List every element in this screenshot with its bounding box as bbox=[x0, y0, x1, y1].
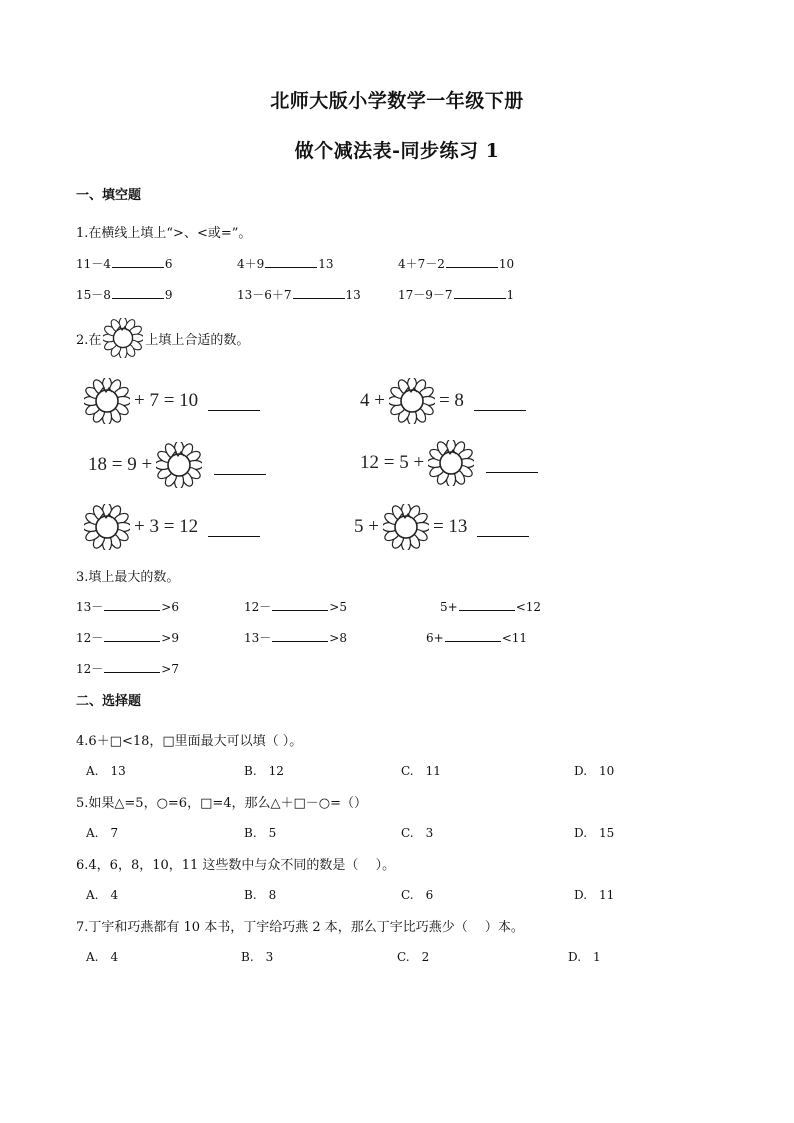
item-left: 12－ bbox=[244, 600, 272, 614]
answer-blank[interactable] bbox=[459, 598, 515, 611]
equation-text: + 7 = 10 bbox=[134, 390, 199, 411]
choice-a[interactable]: A. 13 bbox=[86, 764, 126, 778]
q1-item bbox=[76, 255, 173, 272]
item-right: 10 bbox=[498, 257, 515, 271]
answer-blank[interactable] bbox=[208, 518, 260, 537]
item-right: <12 bbox=[515, 600, 542, 614]
q1-item bbox=[398, 286, 514, 303]
q2-equation bbox=[84, 504, 260, 550]
answer-blank[interactable] bbox=[293, 286, 345, 299]
answer-blank[interactable] bbox=[104, 660, 160, 673]
item-left: 5+ bbox=[440, 600, 458, 614]
item-left: 11－4 bbox=[76, 257, 111, 271]
q3-item bbox=[440, 598, 541, 614]
answer-blank[interactable] bbox=[486, 454, 538, 473]
answer-blank[interactable] bbox=[454, 286, 506, 299]
choice-a[interactable]: A. 7 bbox=[86, 826, 119, 840]
choice-c[interactable]: C. 6 bbox=[401, 888, 434, 902]
q3-item bbox=[76, 629, 179, 646]
item-right: 13 bbox=[345, 288, 361, 302]
choice-c[interactable]: C. 2 bbox=[397, 950, 430, 964]
q2-equation bbox=[84, 442, 266, 488]
sunflower-icon[interactable] bbox=[156, 442, 202, 488]
equation-text: 5 + bbox=[354, 516, 379, 537]
answer-blank[interactable] bbox=[112, 255, 164, 268]
equation-text: 12 = 5 + bbox=[360, 452, 425, 473]
answer-blank[interactable] bbox=[208, 392, 260, 411]
q1-item bbox=[76, 286, 173, 303]
answer-blank[interactable] bbox=[446, 255, 498, 268]
question-6-prompt: 6.4，6，8，10，11 这些数中与众不同的数是（ ）。 bbox=[76, 858, 396, 873]
sunflower-icon[interactable] bbox=[383, 504, 429, 550]
q3-item bbox=[426, 629, 527, 645]
choice-d[interactable]: D. 15 bbox=[574, 826, 615, 840]
choice-b[interactable]: B. 8 bbox=[244, 888, 277, 902]
item-left: 13－ bbox=[244, 631, 272, 645]
item-left: 4＋9 bbox=[237, 257, 265, 271]
q2-equation bbox=[356, 378, 526, 424]
choice-d[interactable]: D. 11 bbox=[574, 888, 615, 902]
equation-text: = 13 bbox=[432, 516, 468, 537]
q3-item bbox=[244, 598, 347, 615]
choice-b[interactable]: B. 12 bbox=[244, 764, 284, 778]
answer-blank[interactable] bbox=[477, 518, 529, 537]
choice-d[interactable]: D. 1 bbox=[568, 950, 601, 964]
item-right: >5 bbox=[329, 600, 347, 614]
answer-blank[interactable] bbox=[272, 598, 328, 611]
item-left: 13－6＋7 bbox=[237, 288, 292, 302]
q1-item bbox=[237, 286, 361, 303]
item-left: 4＋7－2 bbox=[398, 257, 445, 271]
item-left: 17－9－7 bbox=[398, 288, 453, 302]
q3-item bbox=[76, 598, 179, 615]
answer-blank[interactable] bbox=[104, 629, 160, 642]
item-right: 6 bbox=[164, 257, 173, 271]
answer-blank[interactable] bbox=[112, 286, 164, 299]
section-heading-multiple-choice: 二、选择题 bbox=[76, 694, 142, 709]
item-right: 13 bbox=[318, 257, 334, 271]
answer-blank[interactable] bbox=[214, 456, 266, 475]
sunflower-icon[interactable] bbox=[84, 378, 130, 424]
answer-blank[interactable] bbox=[445, 629, 501, 642]
equation-text: 4 + bbox=[360, 390, 385, 411]
answer-blank[interactable] bbox=[104, 598, 160, 611]
item-right: 9 bbox=[164, 288, 173, 302]
equation-text: = 8 bbox=[438, 390, 464, 411]
answer-blank[interactable] bbox=[272, 629, 328, 642]
choice-b[interactable]: B. 5 bbox=[244, 826, 277, 840]
item-left: 12－ bbox=[76, 631, 104, 645]
choice-b[interactable]: B. 3 bbox=[241, 950, 274, 964]
q2-equation bbox=[84, 378, 260, 424]
choice-c[interactable]: C. 3 bbox=[401, 826, 434, 840]
page-title: 北师大版小学数学一年级下册 bbox=[270, 90, 524, 112]
answer-blank[interactable] bbox=[265, 255, 317, 268]
sunflower-icon[interactable] bbox=[389, 378, 435, 424]
choice-d[interactable]: D. 10 bbox=[574, 764, 615, 778]
q2-prompt-after: 上填上合适的数。 bbox=[145, 332, 250, 348]
item-right: >8 bbox=[329, 631, 347, 645]
q1-item bbox=[398, 255, 514, 272]
item-left: 15－8 bbox=[76, 288, 111, 302]
item-right: >9 bbox=[161, 631, 179, 645]
q2-equation bbox=[350, 504, 529, 550]
equation-text: 18 = 9 + bbox=[88, 454, 153, 475]
question-4-prompt: 4.6＋□<18，□里面最大可以填（ ）。 bbox=[76, 734, 303, 749]
question-7-prompt: 7.丁宇和巧燕都有 10 本书，丁宇给巧燕 2 本，那么丁宇比巧燕少（ ）本。 bbox=[76, 920, 524, 935]
question-1-prompt: 1.在横线上填上“>、<或=”。 bbox=[76, 226, 252, 241]
page-subtitle: 做个减法表-同步练习 1 bbox=[294, 140, 500, 162]
question-5-prompt: 5.如果△=5，○=6，□=4，那么△＋□－○=（） bbox=[76, 796, 368, 811]
equation-text: + 3 = 12 bbox=[134, 516, 199, 537]
sunflower-icon bbox=[103, 318, 143, 358]
q2-equation bbox=[356, 440, 538, 486]
item-right: 1 bbox=[506, 288, 515, 302]
choice-c[interactable]: C. 11 bbox=[401, 764, 441, 778]
item-left: 6+ bbox=[426, 631, 444, 645]
q2-prompt-before: 2.在 bbox=[76, 332, 102, 348]
item-left: 12－ bbox=[76, 662, 104, 676]
item-right: >7 bbox=[161, 662, 179, 676]
q3-item bbox=[244, 629, 347, 646]
sunflower-icon[interactable] bbox=[428, 440, 474, 486]
section-heading-fill-blank: 一、填空题 bbox=[76, 188, 142, 203]
q3-item bbox=[76, 660, 179, 677]
question-3-prompt: 3.填上最大的数。 bbox=[76, 570, 180, 585]
choice-a[interactable]: A. 4 bbox=[86, 888, 119, 902]
q1-item bbox=[237, 255, 334, 272]
question-2-prompt bbox=[76, 318, 249, 358]
sunflower-icon[interactable] bbox=[84, 504, 130, 550]
item-right: >6 bbox=[161, 600, 179, 614]
answer-blank[interactable] bbox=[474, 392, 526, 411]
choice-a[interactable]: A. 4 bbox=[86, 950, 119, 964]
item-left: 13－ bbox=[76, 600, 104, 614]
item-right: <11 bbox=[501, 631, 528, 645]
